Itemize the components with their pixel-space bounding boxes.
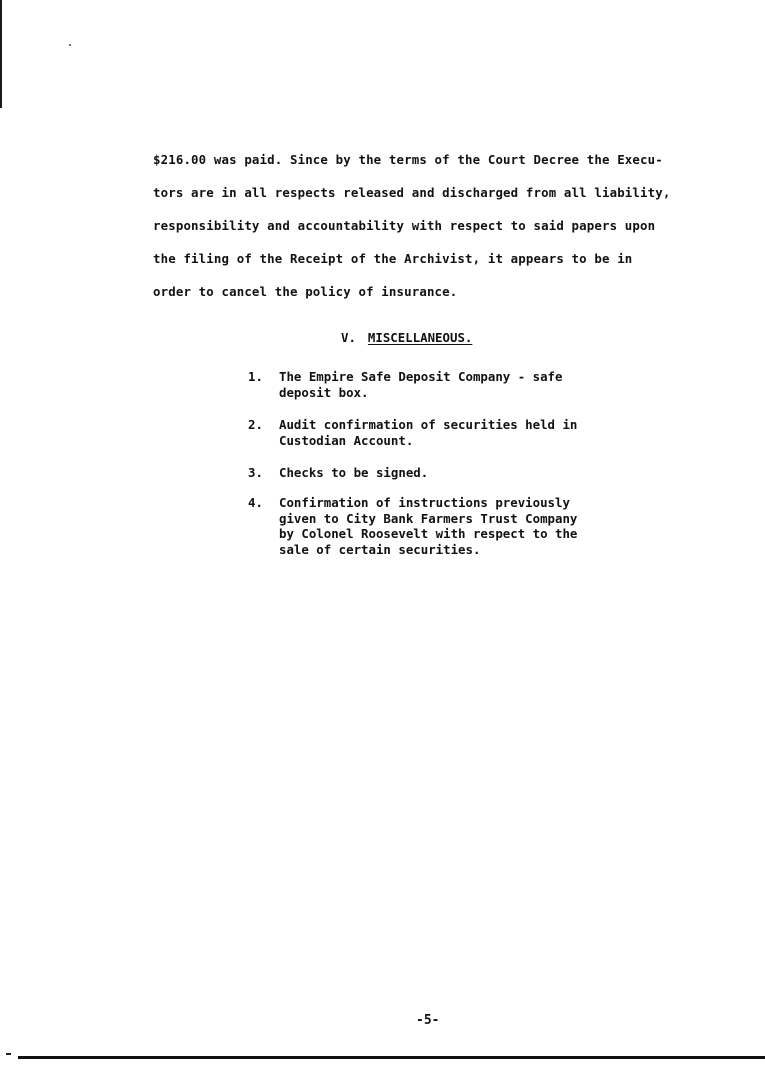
paragraph-line: the filing of the Receipt of the Archivist, it appears to be in <box>153 251 633 266</box>
section-heading <box>341 330 472 345</box>
margin-mark <box>6 1053 11 1055</box>
scan-speck <box>69 44 71 46</box>
item-line: sale of certain securities. <box>279 541 481 557</box>
section-number: V. <box>341 330 356 345</box>
page-edge-mark <box>0 0 2 108</box>
paragraph-line: $216.00 was paid. Since by the terms of the Court Decree the Execu- <box>153 152 663 167</box>
item-line: Audit confirmation of securities held in <box>279 417 578 432</box>
item-number: 1. <box>248 369 263 384</box>
item-text <box>279 369 619 400</box>
bottom-rule <box>18 1056 765 1059</box>
paragraph-line: tors are in all respects released and discharged from all liability, <box>153 185 671 200</box>
item-number: 4. <box>248 495 263 510</box>
item-line: Checks to be signed. <box>279 465 429 480</box>
page-number: -5- <box>416 1013 440 1028</box>
item-line: Custodian Account. <box>279 432 414 448</box>
item-line: deposit box. <box>279 384 369 400</box>
item-line: by Colonel Roosevelt with respect to the <box>279 526 578 541</box>
item-text <box>279 495 619 557</box>
item-line: The Empire Safe Deposit Company - safe <box>279 369 563 384</box>
paragraph-line: responsibility and accountability with respect to said papers upon <box>153 218 656 233</box>
item-text <box>279 465 619 481</box>
item-line: given to City Bank Farmers Trust Company <box>279 510 578 526</box>
section-title: MISCELLANEOUS. <box>367 330 473 345</box>
item-number: 3. <box>248 465 263 480</box>
item-line: Confirmation of instructions previously <box>279 495 570 510</box>
item-text <box>279 417 619 448</box>
item-number: 2. <box>248 417 263 432</box>
paragraph-line: order to cancel the policy of insurance. <box>153 284 458 299</box>
